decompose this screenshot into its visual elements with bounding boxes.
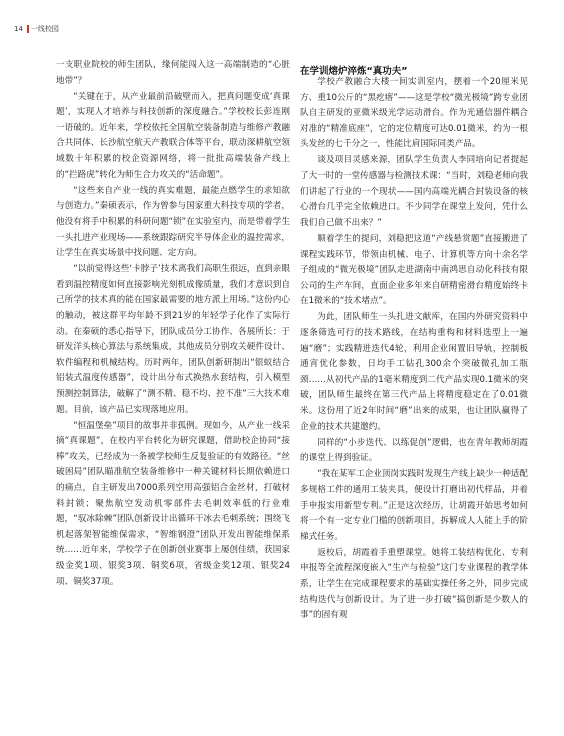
article-paragraph: 返校后，胡霞着手重塑课堂。她将工装结构优化、专利申报等全流程深度嵌入“生产与检验”这门专业课程的教学体系，让学生在完成课程要求的基础实操任务之外，同步完成结构迭代与创新设计。为了进一步打破“搞创新是少数人的事”的固有观 — [300, 547, 528, 621]
page-header — [14, 24, 59, 34]
article-paragraph: 谈及项目灵感来源，团队学生负责人李同培向记者提起了大一时的一堂传感器与检测技术课：“当时，刘稳老师向我们讲起了行业的一个现状——国内高端光耦合封装设备的核心滑台几乎完全依赖进口。不少同学在课堂上发问，凭什么我们自己做不出来？” — [300, 155, 528, 228]
article-paragraph: “以前觉得这些‘卡脖子’技术离我们高职生很远，直到亲眼看到温控精度如何直接影响光刻机成像质量，我们才意识到自己所学的技术真的能在国家最需要的地方派上用场。”这份内心的触动，被这群平均年龄不到21岁的年轻学子化作了实际行动。在秦硕的悉心指导下，团队成员分工协作、各展所长：于研发洋头核心算法与系统集成，其他成员分别攻关硬件设计、软件编程和机械结构。历时两年，团队创新研制出“银蚁结合铝装式温度传感器”，设计出分布式换热水套结构，引入模型预测控制算法，破解了“测不精、稳不均、控不准”三大技术难题。目前，该产品已实现落地应用。 — [56, 264, 290, 415]
section-heading: 在学训熔炉淬炼“真功夫” — [300, 66, 408, 77]
article-paragraph: “这些来自产业一线的真实难题，最能点燃学生的求知欲与创造力。”秦硕表示，作为曾参与国家重大科技专项的学者，他没有将手中积累的科研问题“锁”在实验室内，而是带着学生一头扎进产业现场——系统跟踪研究半导体企业的温控需求，让学生在真实场景中找问题、定方向。 — [56, 185, 290, 259]
left-column — [56, 58, 290, 591]
section-marker-bar — [27, 25, 29, 33]
article-paragraph: 同样的“小步迭代、以练促创”逻辑，也在青年教师胡霞的课堂上得到验证。 — [300, 437, 528, 464]
article-paragraph: 顺着学生的提问，刘稳把这道“产线悬赏题”直接搬进了课程实践环节，带领由机械、电子、计算机等方向十余名学子组成的“微光极境”团队走进湖南中南鸿思自动化科技有限公司的生产车间，直面企业多年来自研精密滑台精度始终卡在1微米的“技术堵点”。 — [300, 233, 528, 307]
article-paragraph: “我在某军工企业顶岗实践时发现生产线上缺少一种适配多规格工件的通用工装夹具，便设计打磨出初代样品，并着手申报实用新型专利。”正是这次经历，让胡霞开始思考如何将一个有一定专业门槛的创新项目，拆解成人人能上手的阶梯式任务。 — [300, 469, 528, 542]
right-column — [300, 75, 528, 624]
article-paragraph: “关键在于，从产业最前沿破壁而入，把真问题变成‘真课题’，实现人才培养与科技创新的深度融合。”学校校长彭连刚一语破的。近年来，学校依托全国航空装备制造与维修产教融合共同体、长沙航空航天产教联合体等平台，联动深耕航空领域数十年积累的校企资源网络，将一批批高端装备产线上的“拦路虎”转化为师生合力攻关的“活命题”。 — [56, 91, 290, 180]
article-paragraph: “恒温堡垒”项目的故事并非孤例。现如今，从产业一线采摘“真课题”，在校内平台转化为研究课题，借助校企协同“接棒”攻关，已经成为一条被学校师生反复验证的有效路径。“丝破困局”团队瞄准航空装备维修中一种关键材料长期依赖进口的痛点，自主研发出7000系列空用高强铝合金丝材，打破材料封锁；聚焦航空发动机零部件去毛刺效率低的行业难题，“驭冰除棘”团队创新设计出循环干冰去毛刺系统；围绕飞机起落架智能维保需求，“智维钢澄”团队开发出智能维保系统……近年来，学校学子在创新创业赛事上屡创佳绩，获国家级金奖1项、银奖3项、铜奖6项，省级金奖12项、银奖24项、铜奖37项。 — [56, 420, 290, 587]
article-paragraph: 一支职业院校的师生团队，缘何能闯入这一高端制造的“心脏地带”？ — [56, 60, 290, 86]
page-number: 14 — [14, 25, 23, 33]
section-name: 一线校园 — [30, 25, 59, 33]
article-paragraph: 学校产教融合大楼一间实训室内，摆着一个20厘米见方、重10公斤的“黑疙瘩”——这是学校“微光极境”跨专业团队自主研发的亚微米级光学运动滑台。作为光通信器件耦合对准的“精准底座”，它的定位精度可达0.01微米，约为一根头发丝的七千分之一，性能比肩国际同类产品。 — [300, 77, 528, 150]
article-paragraph: 为此，团队师生一头扎进文献库，在国内外研究资料中逐条筛选可行的技术路线，在结构重构和材料选型上一遍遍“磨”；实践精进迭代4轮，利用企业闲置旧导轨，控制板通宵优化参数，日均手工钻孔300余个突破微孔加工瓶颈……从初代产品的1毫米精度到二代产品实现0.1微米的突破，团队师生最终在第三代产品上将精度稳定在了0.01微米。这份用了近2年时间“磨”出来的成果，也让团队赢得了企业的技术共建邀约。 — [300, 312, 528, 432]
